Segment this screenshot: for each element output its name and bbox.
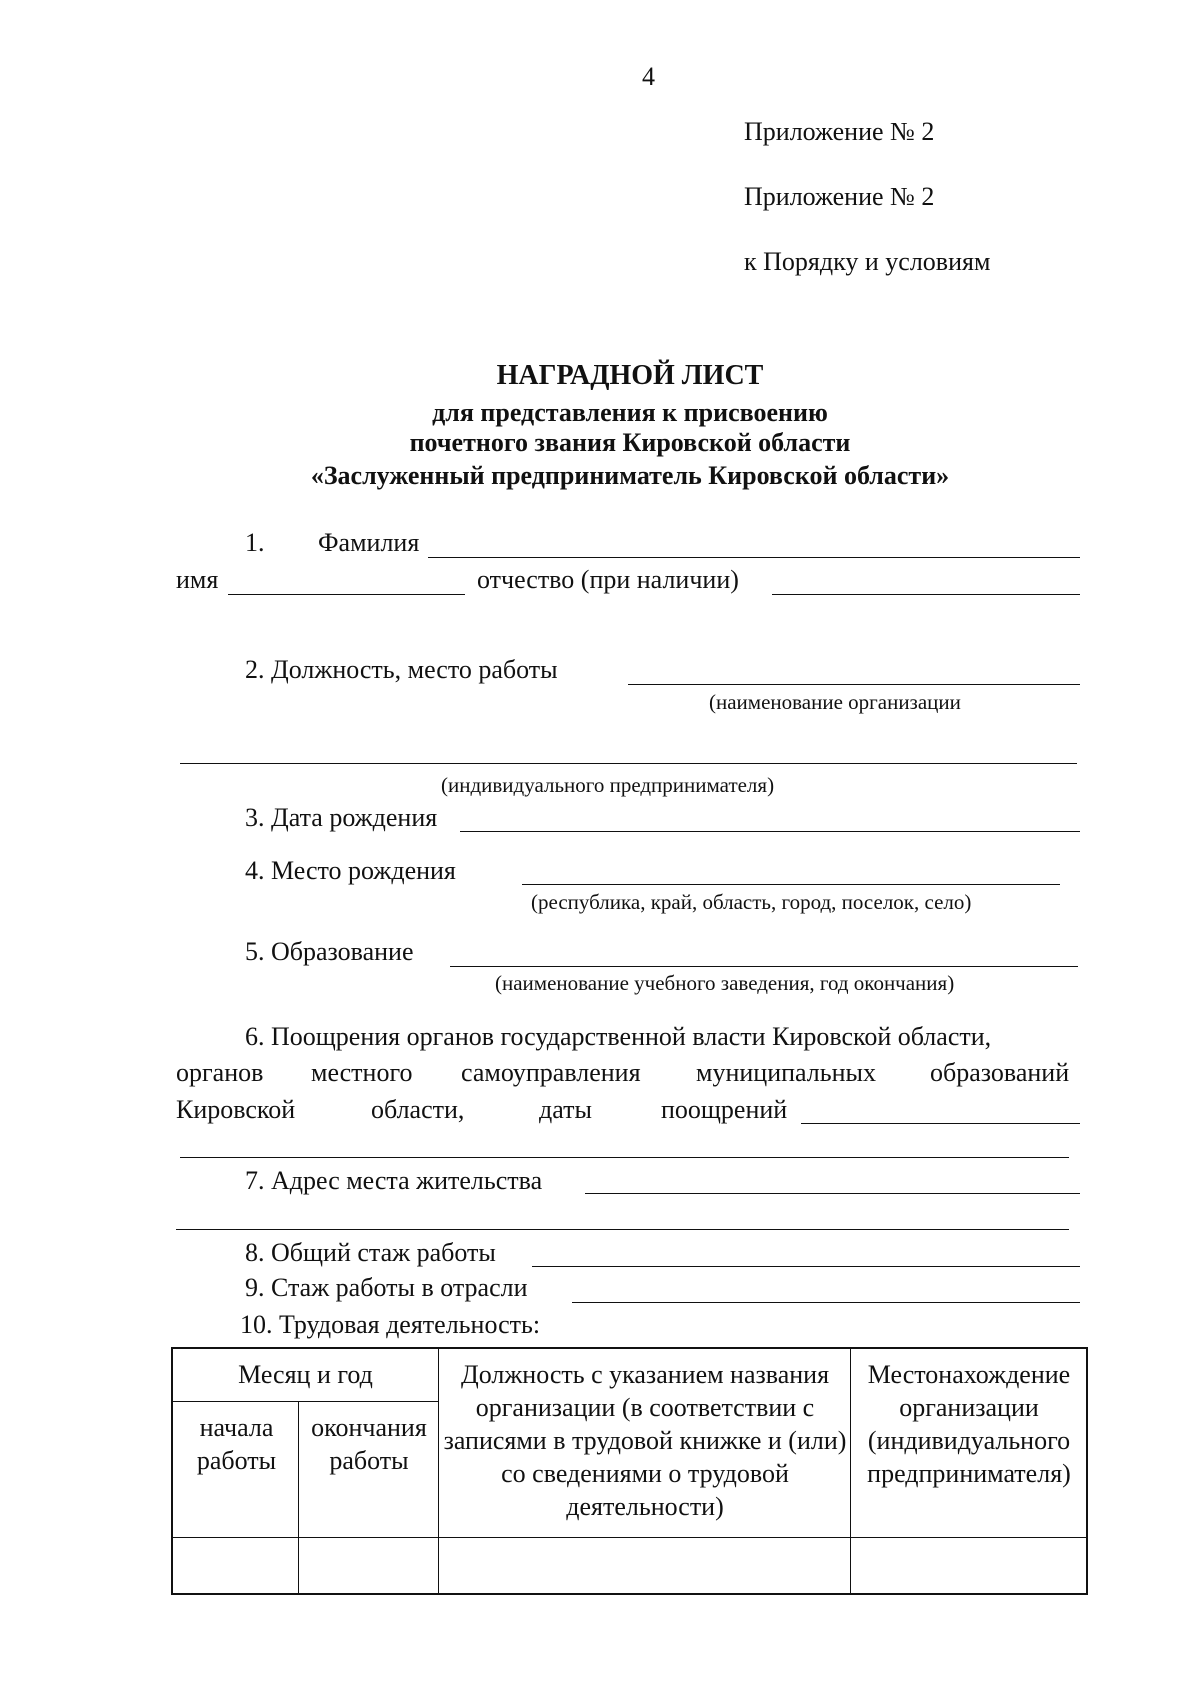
birthplace-hint: (республика, край, область, город, поселок, село) bbox=[531, 890, 972, 914]
work-history-label: 10. Трудовая деятельность: bbox=[240, 1310, 541, 1339]
birthdate-label: 3. Дата рождения bbox=[245, 803, 438, 832]
total-experience-line[interactable] bbox=[532, 1266, 1080, 1267]
address-line[interactable] bbox=[585, 1193, 1080, 1194]
education-hint: (наименование учебного заведения, год окончания) bbox=[495, 971, 955, 995]
education-label: 5. Образование bbox=[245, 937, 414, 966]
appendix-line-3: к Порядку и условиям bbox=[744, 247, 991, 276]
industry-experience-label: 9. Стаж работы в отрасли bbox=[245, 1273, 528, 1302]
table-cell-position[interactable] bbox=[439, 1538, 850, 1595]
birthplace-label: 4. Место рождения bbox=[245, 856, 456, 885]
patronymic-line[interactable] bbox=[772, 594, 1080, 595]
document-title: НАГРАДНОЙ ЛИСТ bbox=[496, 360, 764, 391]
header-month-year: Месяц и год bbox=[238, 1360, 373, 1389]
table-divider bbox=[173, 1401, 438, 1402]
birthplace-line[interactable] bbox=[522, 884, 1060, 885]
appendix-line-2: Приложение № 2 bbox=[744, 182, 935, 211]
birthdate-line[interactable] bbox=[460, 831, 1080, 832]
page-number: 4 bbox=[642, 62, 655, 91]
awards-label-line-1: 6. Поощрения органов государственной власти Кировской области, bbox=[245, 1022, 992, 1051]
awards-word: образований bbox=[930, 1058, 1070, 1087]
awards-word: поощрений bbox=[661, 1095, 788, 1124]
awards-word: даты bbox=[539, 1095, 592, 1124]
header-location: Местонахождение организации (индивидуального предпринимателя) bbox=[867, 1360, 1071, 1488]
awards-line[interactable] bbox=[801, 1123, 1080, 1124]
field-1-number: 1. bbox=[245, 528, 265, 557]
address-line-2[interactable] bbox=[176, 1229, 1069, 1230]
appendix-line-1: Приложение № 2 bbox=[744, 117, 935, 146]
awards-word: области, bbox=[371, 1095, 465, 1124]
education-line[interactable] bbox=[450, 966, 1078, 967]
table-cell-location[interactable] bbox=[851, 1538, 1086, 1595]
document-subtitle-1: для представления к присвоению bbox=[432, 398, 828, 427]
position-hint-entrepreneur: (индивидуального предпринимателя) bbox=[441, 773, 775, 797]
work-history-table bbox=[171, 1347, 1088, 1595]
surname-label: Фамилия bbox=[318, 528, 420, 557]
header-start-work: начала работы bbox=[196, 1413, 277, 1475]
document-subtitle-3: «Заслуженный предприниматель Кировской области» bbox=[310, 461, 950, 490]
position-line-2[interactable] bbox=[180, 763, 1077, 764]
awards-word: местного bbox=[311, 1058, 413, 1087]
surname-line[interactable] bbox=[428, 557, 1080, 558]
position-hint-organization: (наименование организации bbox=[709, 690, 961, 714]
header-position: Должность с указанием названия организации (в соответствии с записями в трудовой книжке и (или) со сведениями о трудовой деятельности) bbox=[443, 1360, 847, 1521]
awards-line-2[interactable] bbox=[180, 1157, 1069, 1158]
address-label: 7. Адрес места жительства bbox=[245, 1166, 543, 1195]
name-label: имя bbox=[176, 565, 219, 594]
position-label: 2. Должность, место работы bbox=[245, 655, 558, 684]
table-cell-end[interactable] bbox=[299, 1538, 438, 1595]
total-experience-label: 8. Общий стаж работы bbox=[245, 1238, 496, 1267]
document-subtitle-2: почетного звания Кировской области bbox=[409, 428, 851, 457]
industry-experience-line[interactable] bbox=[572, 1302, 1080, 1303]
patronymic-label: отчество (при наличии) bbox=[477, 565, 739, 594]
awards-word: органов bbox=[176, 1058, 264, 1087]
header-end-work: окончания работы bbox=[311, 1413, 427, 1475]
awards-word: самоуправления bbox=[461, 1058, 641, 1087]
table-cell-start[interactable] bbox=[173, 1538, 298, 1595]
awards-word: Кировской bbox=[176, 1095, 296, 1124]
name-line[interactable] bbox=[228, 594, 465, 595]
position-line[interactable] bbox=[628, 684, 1080, 685]
awards-word: муниципальных bbox=[696, 1058, 877, 1087]
